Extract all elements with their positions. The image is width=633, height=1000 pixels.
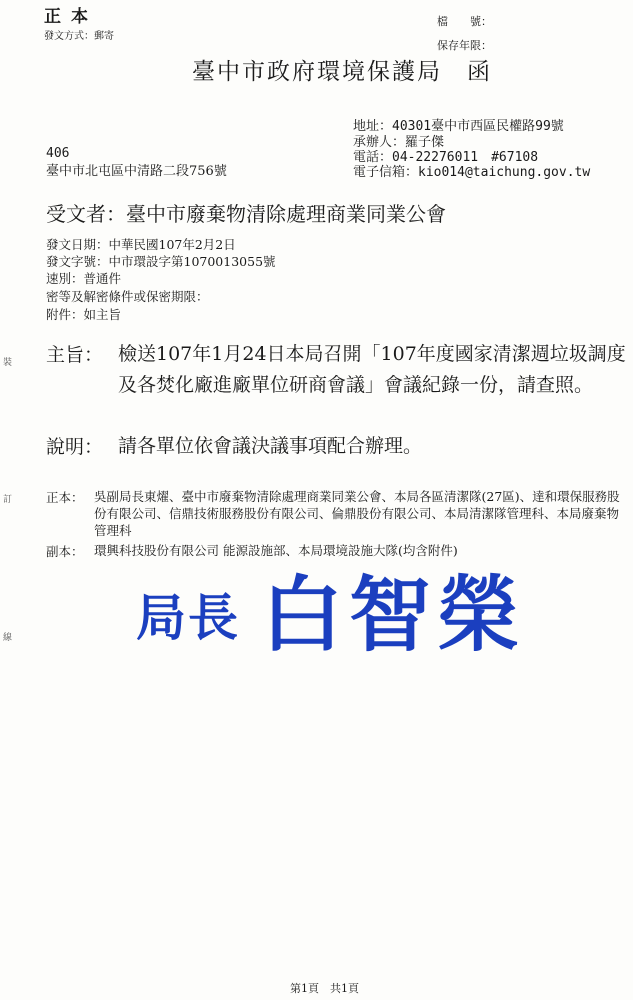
binding-mark-zhuang: 裝 [3,358,13,368]
sender-phone: 電話：04-22276011 #67108 [353,150,539,165]
copy-recipients-label: 副本： [46,544,84,559]
copy-recipients-list: 環興科技股份有限公司 能源設施部、本局環境設施大隊(均含附件) [94,543,458,558]
director-title: 局長 [136,589,240,647]
attachment-note: 附件：如主旨 [46,307,122,322]
original-recipients-label: 正本： [46,490,84,505]
explanation-label: 說明： [46,436,104,458]
send-method: 發文方式：郵寄 [44,31,114,42]
issue-date: 發文日期：中華民國107年2月2日 [46,237,236,252]
retention-period-label: 保存年限： [437,39,492,52]
explanation-text: 請各單位依會議決議事項配合辦理。 [118,435,423,457]
document-number: 發文字號：中市環設字第1070013055號 [46,254,276,269]
sender-email: 電子信箱：kio014@taichung.gov.tw [353,165,591,180]
sender-handler: 承辦人：羅子傑 [353,135,445,150]
subject-label: 主旨： [46,344,104,366]
copy-type-label: 正本 [44,7,98,27]
binding-mark-xian: 線 [3,633,13,643]
archive-number-label: 檔 號： [437,15,492,28]
original-recipients-list: 吳副局長東燿、臺中市廢棄物清除處理商業同業公會、本局各區清潔隊(27區)、達和環保服務股份有限公司、信鼎技術服務股份有限公司、倫鼎股份有限公司、本局清潔隊管理科、本局廢棄物管理科 [94,489,620,538]
page-number: 第1頁 共1頁 [290,982,359,995]
receiver-address: 臺中市北屯區中清路二段756號 [46,164,227,179]
receiver-zip: 406 [46,146,70,161]
director-name: 白智榮 [261,568,526,663]
document-title: 臺中市政府環境保護局 函 [192,59,492,85]
sender-address: 地址：40301臺中市西區民權路99號 [353,119,564,134]
recipient: 受文者：臺中市廢棄物清除處理商業同業公會 [46,202,446,226]
delivery-speed: 速別：普通件 [46,271,122,286]
secrecy-level: 密等及解密條件或保密期限： [46,289,209,304]
binding-mark-ding: 訂 [3,495,13,505]
subject-text: 檢送107年1月24日本局召開「107年度國家清潔週垃圾調度及各焚化廠進廠單位研商會議」會議紀錄一份，請查照。 [118,343,626,396]
